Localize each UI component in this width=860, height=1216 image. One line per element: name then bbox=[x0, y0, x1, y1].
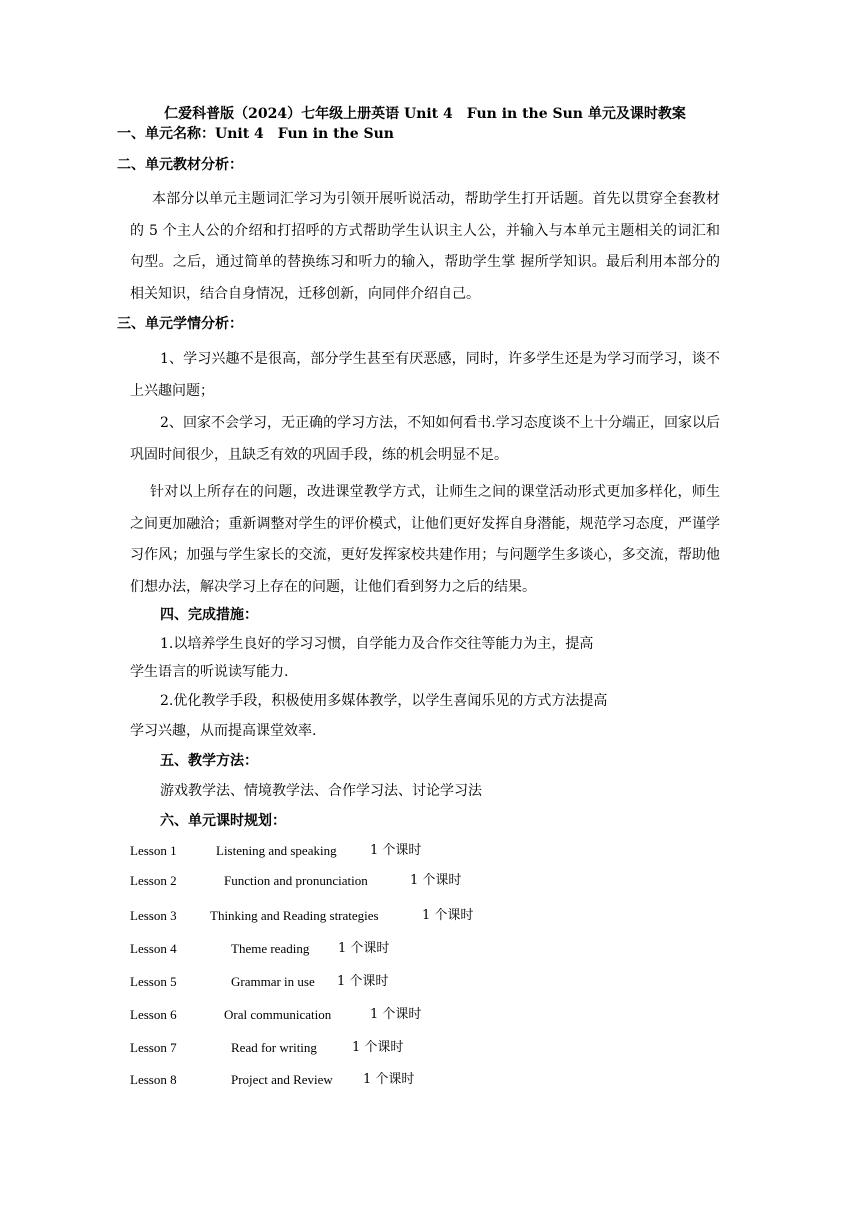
lesson-duration: 1 个课时 bbox=[338, 941, 390, 956]
lesson-row bbox=[130, 972, 610, 992]
lesson-number: Lesson 3 bbox=[130, 908, 177, 923]
lesson-name: Oral communication bbox=[224, 1007, 332, 1022]
lesson-number: Lesson 7 bbox=[130, 1040, 177, 1055]
lesson-number: Lesson 1 bbox=[130, 843, 177, 858]
lesson-row bbox=[130, 939, 610, 959]
lesson-row bbox=[130, 1070, 610, 1090]
lesson-duration: 1 个课时 bbox=[370, 1007, 422, 1022]
lesson-name: Thinking and Reading strategies bbox=[210, 908, 379, 923]
lesson-number: Lesson 4 bbox=[130, 941, 177, 956]
methods-text: 游戏教学法、情境教学法、合作学习法、讨论学习法 bbox=[160, 783, 482, 799]
unit-name-heading: 一、单元名称：Unit 4 Fun in the Sun bbox=[117, 126, 394, 142]
lesson-duration: 1 个课时 bbox=[337, 974, 389, 989]
lesson-number: Lesson 2 bbox=[130, 873, 177, 888]
lesson-number: Lesson 6 bbox=[130, 1007, 177, 1022]
lesson-row bbox=[130, 906, 610, 926]
material-analysis-heading: 二、单元教材分析： bbox=[117, 157, 243, 173]
lesson-number: Lesson 5 bbox=[130, 974, 177, 989]
lesson-number: Lesson 8 bbox=[130, 1072, 177, 1087]
lesson-duration: 1 个课时 bbox=[363, 1072, 415, 1087]
document-title: 仁爱科普版（2024）七年级上册英语 Unit 4 Fun in the Sun 单元及课时教案 bbox=[164, 106, 686, 122]
lesson-row bbox=[130, 871, 610, 891]
measure-2-line-1: 2.优化教学手段，积极使用多媒体教学，以学生喜闻乐见的方式方法提高 bbox=[160, 693, 608, 709]
lesson-name: Project and Review bbox=[231, 1072, 333, 1087]
measure-1-line-1: 1.以培养学生良好的学习习惯，自学能力及合作交往等能力为主，提高 bbox=[160, 636, 594, 652]
lesson-duration: 1 个课时 bbox=[422, 908, 474, 923]
lesson-plan-heading: 六、单元课时规划： bbox=[160, 813, 286, 829]
material-analysis-text: 本部分以单元主题词汇学习为引领开展听说活动，帮助学生打开话题。首先以贯穿全套教材的 5 个主人公的介绍和打招呼的方式帮助学生认识主人公，并输入与本单元主题相关的词汇和 句型。之后，通过简单的替换练习和听力的输入，帮助学生掌 握所学知识。最后利用本部分的相关知识，结合自身情况，迁移创新，向同伴介绍自己。 bbox=[130, 191, 720, 302]
lesson-duration: 1 个课时 bbox=[370, 843, 422, 858]
lesson-name: Grammar in use bbox=[231, 974, 315, 989]
measures-heading: 四、完成措施： bbox=[160, 607, 258, 623]
student-analysis-point-2: 2、回家不会学习，无正确的学习方法，不知如何看书.学习态度谈不上十分端正，回家以后巩固时间很少，且缺乏有效的巩固手段，练的机会明显不足。 bbox=[130, 415, 720, 463]
lesson-duration: 1 个课时 bbox=[410, 873, 462, 888]
lesson-name: Read for writing bbox=[231, 1040, 317, 1055]
student-analysis-point-1: 1、学习兴趣不是很高，部分学生甚至有厌恶感，同时，许多学生还是为学习而学习，谈不上兴趣问题； bbox=[130, 351, 720, 399]
student-analysis-solution: 针对以上所存在的问题，改进课堂教学方式，让师生之间的课堂活动形式更加多样化，师生之间更加融洽；重新调整对学生的评价模式，让他们更好发挥自身潜能，规范学习态度，严谨学习作风；加强与学生家长的交流，更好发挥家校共建作用；与问题学生多谈心，多交流，帮助他们想办法，解决学习上存在的问题，让他们看到努力之后的结果。 bbox=[130, 484, 720, 595]
lesson-name: Listening and speaking bbox=[216, 843, 337, 858]
measure-1-line-2: 学生语言的听说读写能力. bbox=[130, 664, 289, 680]
methods-heading: 五、教学方法： bbox=[160, 753, 258, 769]
student-analysis-heading: 三、单元学情分析： bbox=[117, 316, 243, 332]
lesson-row bbox=[130, 841, 610, 861]
lesson-row bbox=[130, 1005, 610, 1025]
measure-2-line-2: 学习兴趣，从而提高课堂效率. bbox=[130, 723, 317, 739]
lesson-name: Theme reading bbox=[231, 941, 310, 956]
lesson-name: Function and pronunciation bbox=[224, 873, 368, 888]
lesson-row bbox=[130, 1038, 610, 1058]
lesson-duration: 1 个课时 bbox=[352, 1040, 404, 1055]
